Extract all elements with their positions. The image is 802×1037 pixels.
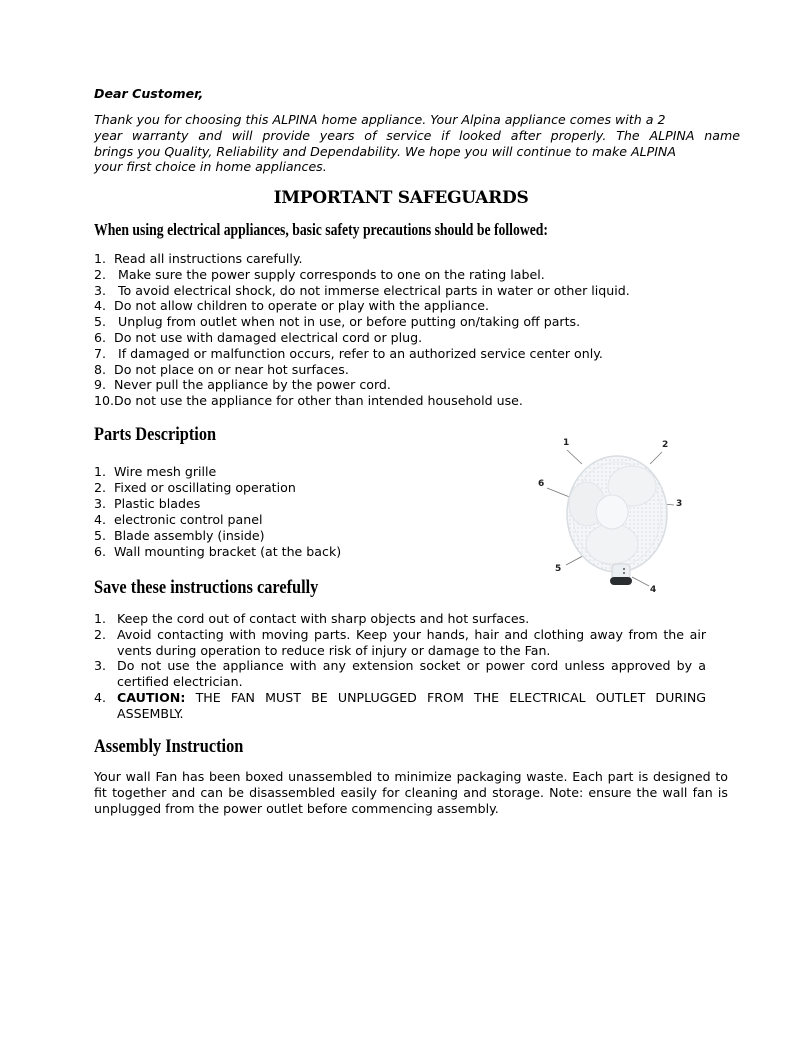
item-number: 1. — [94, 611, 107, 626]
item-text: If damaged or malfunction occurs, refer to an authorized service center only. — [114, 345, 603, 361]
parts-list — [94, 464, 341, 559]
list-item — [94, 377, 630, 393]
list-item — [94, 346, 630, 362]
list-item — [94, 528, 341, 544]
item-text: Do not use the appliance with any extension socket or power cord unless approved by a certified electrician. — [117, 658, 706, 690]
item-number: 5. — [94, 314, 107, 330]
item-number: 2. — [94, 479, 107, 495]
item-number: 1. — [94, 464, 107, 479]
item-number: 4. — [94, 511, 107, 527]
item-text: Keep the cord out of contact with sharp objects and hot surfaces. — [117, 611, 530, 626]
item-text: Read all instructions carefully. — [114, 251, 303, 266]
item-number: 3. — [94, 658, 107, 674]
item-number: 8. — [94, 361, 107, 377]
item-number: 2. — [94, 626, 107, 642]
item-text: Make sure the power supply corresponds to one on the rating label. — [114, 266, 545, 282]
assembly-paragraph: Your wall Fan has been boxed unassembled to minimize packaging waste. Each part is designed to fit together and can be disassembled easily for cleaning and storage. Note: ensure the wall fan is unplugged from the power outlet before commencing assembly. — [94, 769, 728, 816]
callout-6: 6 — [538, 479, 545, 489]
item-text — [117, 690, 706, 722]
list-item — [94, 512, 341, 528]
intro-line: brings you Quality, Reliability and Dependability. We hope you will continue to make ALPINA — [94, 143, 676, 159]
callout-2: 2 — [662, 440, 669, 450]
item-text: Do not use the appliance for other than intended household use. — [114, 393, 523, 409]
callout-1: 1 — [563, 438, 570, 448]
intro-paragraph — [94, 112, 740, 175]
list-item — [94, 496, 341, 512]
item-number: 1. — [94, 251, 107, 266]
list-item — [94, 298, 630, 314]
item-text: Fixed or oscillating operation — [114, 479, 296, 495]
item-number: 9. — [94, 377, 107, 393]
list-item — [94, 267, 630, 283]
item-number: 10. — [94, 393, 115, 409]
item-number: 6. — [94, 543, 107, 559]
item-text: Do not use with damaged electrical cord or plug. — [114, 329, 423, 345]
item-number: 2. — [94, 266, 107, 282]
callout-5: 5 — [555, 564, 562, 574]
callout-3: 3 — [676, 499, 683, 509]
item-text: Wire mesh grille — [114, 464, 217, 479]
page-title: IMPORTANT SAFEGUARDS — [273, 188, 529, 208]
item-number: 3. — [94, 495, 107, 511]
list-item — [94, 480, 341, 496]
list-item — [94, 690, 706, 722]
item-text: Blade assembly (inside) — [114, 527, 265, 543]
list-item — [94, 658, 706, 690]
item-number: 3. — [94, 282, 107, 298]
safeguards-heading: When using electrical appliances, basic safety precautions should be followed: — [94, 220, 548, 239]
item-number: 4. — [94, 298, 107, 314]
list-item — [94, 283, 630, 299]
item-number: 6. — [94, 329, 107, 345]
list-item — [94, 314, 630, 330]
callout-4: 4 — [650, 585, 657, 595]
wall-fan-diagram — [532, 434, 692, 596]
assembly-heading: Assembly Instruction — [94, 736, 244, 757]
item-text: Do not place on or near hot surfaces. — [114, 361, 349, 377]
caution-text: THE FAN MUST BE UNPLUGGED FROM THE ELECTRICAL OUTLET DURING ASSEMBLY. — [117, 689, 706, 721]
item-text: Unplug from outlet when not in use, or before putting on/taking off parts. — [114, 314, 581, 330]
list-item — [94, 330, 630, 346]
list-item — [94, 544, 341, 560]
parts-heading: Parts Description — [94, 424, 217, 445]
save-instructions-list — [94, 611, 706, 722]
intro-line: year warranty and will provide years of service if looked after properly. The ALPINA name — [94, 127, 740, 143]
safeguards-list — [94, 251, 630, 409]
list-item — [94, 251, 630, 267]
item-number: 5. — [94, 527, 107, 543]
item-text: Plastic blades — [114, 495, 201, 511]
item-text: Do not allow children to operate or play with the appliance. — [114, 298, 489, 314]
list-item — [94, 362, 630, 378]
intro-line: your first choice in home appliances. — [94, 159, 327, 175]
item-text: Never pull the appliance by the power cord. — [114, 377, 391, 393]
caution-label: CAUTION: — [117, 689, 186, 705]
list-item — [94, 393, 630, 409]
intro-line: Thank you for choosing this ALPINA home appliance. Your Alpina appliance comes with a 2 — [94, 112, 666, 127]
item-text: To avoid electrical shock, do not immerse electrical parts in water or other liquid. — [114, 282, 630, 298]
list-item — [94, 464, 341, 480]
list-item — [94, 627, 706, 659]
item-number: 7. — [94, 345, 107, 361]
item-text: electronic control panel — [114, 511, 263, 527]
item-text: Wall mounting bracket (at the back) — [114, 543, 342, 559]
list-item — [94, 611, 706, 627]
item-number: 4. — [94, 689, 107, 705]
greeting: Dear Customer, — [94, 86, 204, 101]
item-text: Avoid contacting with moving parts. Keep your hands, hair and clothing away from the air vents during operation to reduce risk of injury or damage to the Fan. — [117, 626, 706, 658]
save-instructions-heading: Save these instructions carefully — [94, 577, 319, 598]
